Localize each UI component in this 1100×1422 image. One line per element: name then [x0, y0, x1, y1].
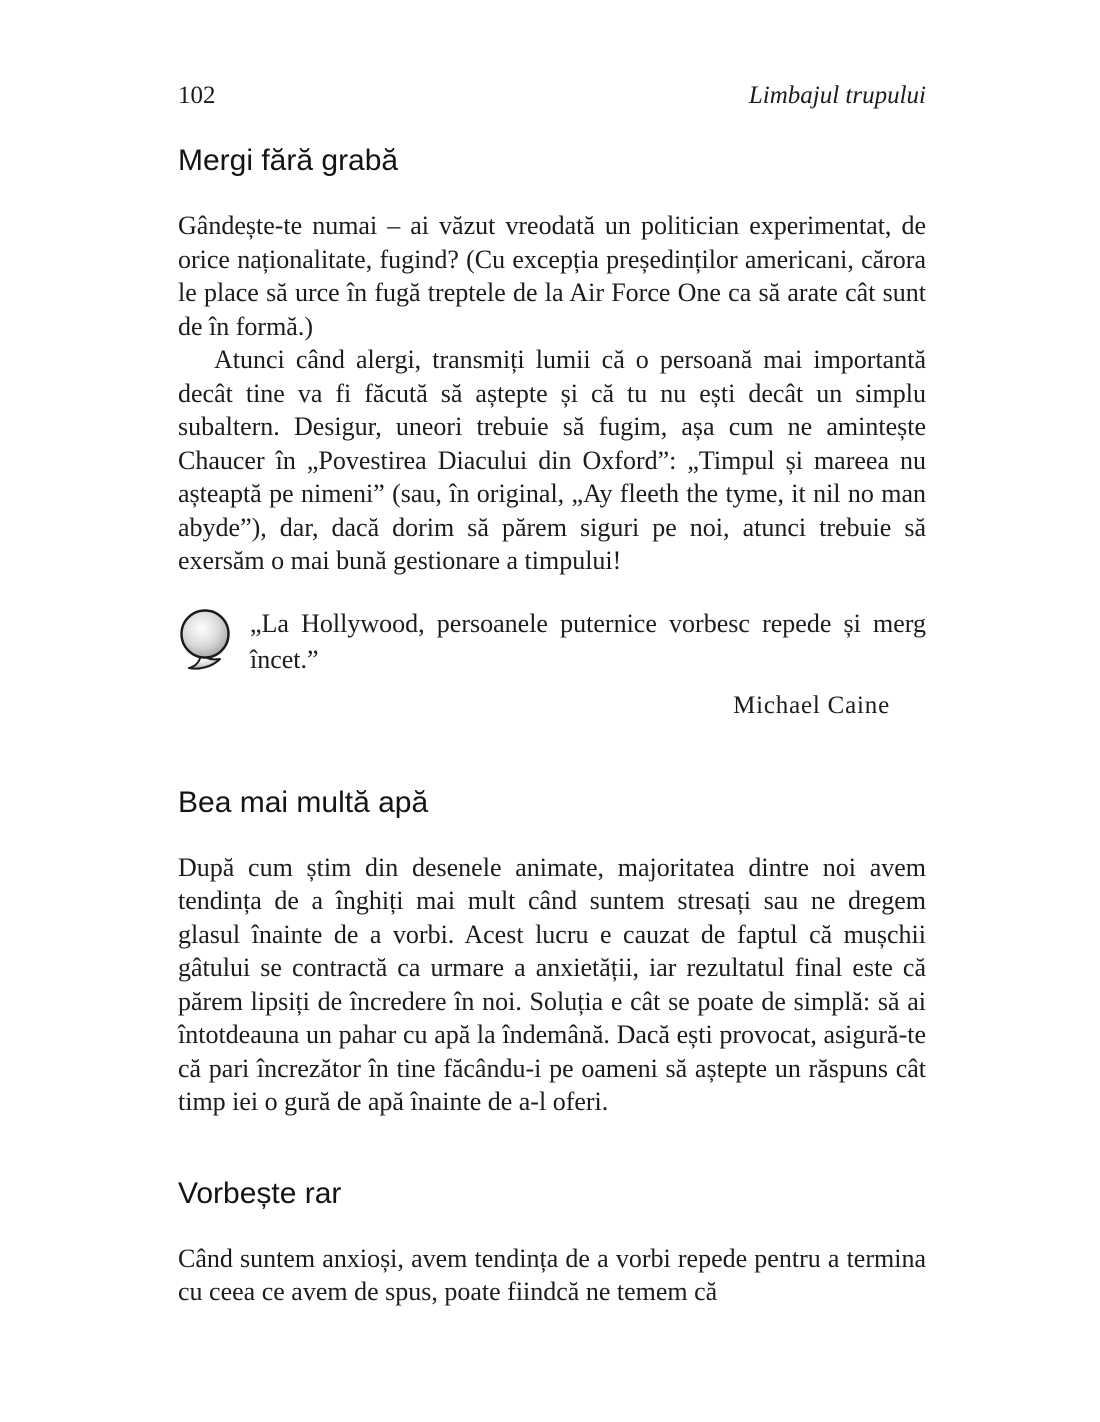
page-header: [178, 82, 926, 110]
section-bea-mai-multa-apa: [178, 786, 926, 1119]
quote-attribution: Michael Caine: [733, 691, 890, 719]
paragraph: Când suntem anxioși, avem tendința de a vorbi repede pentru a termina cu ceea ce avem de spus, poate fiindcă ne temem că: [178, 1243, 926, 1306]
paragraph: Atunci când alergi, transmiți lumii că o persoană mai importantă decât tine va fi făcută să aștepte și că tu nu ești decât un simplu subaltern. Desigur, uneori trebuie să fugim, așa cum ne amintește Chaucer în „Povestirea Diacului din Oxford”: „Timpul și mareea nu așteaptă pe nimeni” (sau, în original, „Ay fleeth the tyme, it nil no man abyde”), dar, dacă dorim să părem siguri pe noi, atunci trebuie să exersăm o mai bună gestionare a timpului!: [178, 345, 926, 575]
page-number: 102: [178, 82, 216, 109]
paragraph: După cum știm din desenele animate, majoritatea dintre noi avem tendința de a înghiți mai mult când suntem stresați sau ne dregem glasul înainte de a vorbi. Acest lucru e cauzat de faptul că mușchii gâtului se contractă ca urmare a anxietății, iar rezultatul final este că părem lipsiți de încredere în noi. Soluția e cât se poate de simplă: să ai întotdeauna un pahar cu apă la îndemână. Dacă ești provocat, asigură-te că pari încrezător în tine făcându-i pe oameni să aștepte un răspuns cât timp iei o gură de apă înainte de a-l oferi.: [178, 852, 926, 1116]
running-title: Limbajul trupului: [748, 82, 926, 109]
speech-bubble-icon: [178, 606, 250, 677]
paragraph: Gândește-te numai – ai văzut vreodată un politician experimentat, de orice naționalitate, fugind? (Cu excepția președinților americani, cărora le place să urce în fugă treptele de la Air Force One ca să arate cât sunt de în formă.): [178, 211, 926, 341]
section-heading: Bea mai multă apă: [178, 785, 429, 819]
section-heading: Mergi fără grabă: [178, 144, 399, 177]
section-heading: Vorbește rar: [178, 1176, 342, 1210]
section-vorbeste-rar: [178, 1177, 926, 1309]
section-mergi-fara-graba: [178, 144, 926, 720]
pull-quote: [178, 606, 926, 678]
quote-text: „La Hollywood, persoanele puternice vorbesc repede și merg încet.”: [250, 608, 926, 674]
